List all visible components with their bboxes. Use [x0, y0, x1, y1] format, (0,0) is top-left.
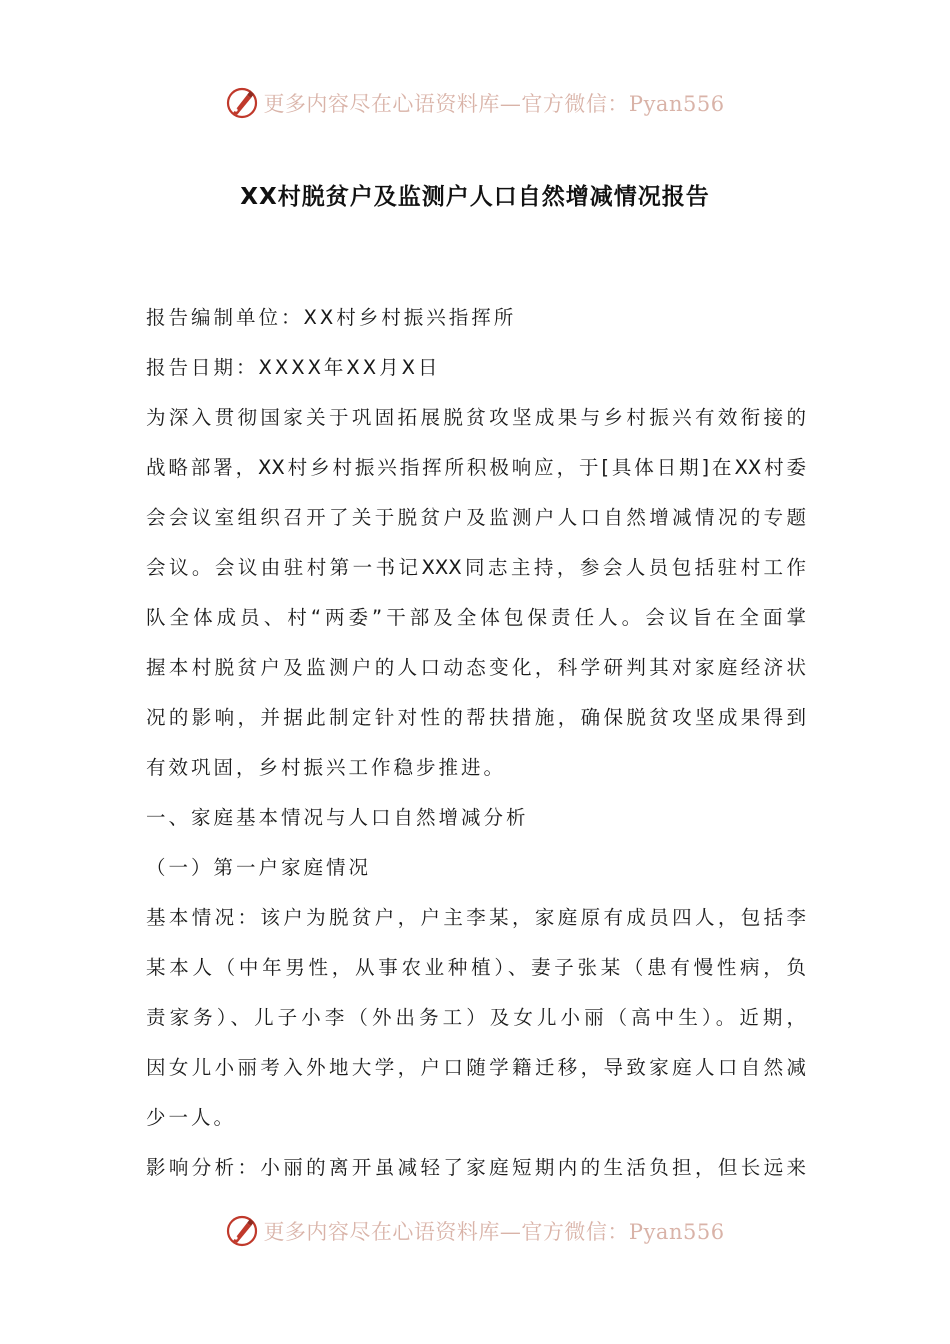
paragraph-line: 为深入贯彻国家关于巩固拓展脱贫攻坚成果与乡村振兴有效衔接的: [146, 406, 806, 429]
watermark-text: 更多内容尽在心语资料库—官方微信：Pyan556: [263, 1220, 725, 1244]
watermark-text: 更多内容尽在心语资料库—官方微信：Pyan556: [263, 92, 725, 116]
meta-unit-line: 报告编制单位：XX村乡村振兴指挥所: [146, 306, 517, 329]
pen-nib-logo-icon: [225, 86, 259, 120]
paragraph-line: 少一人。: [146, 1106, 237, 1129]
paragraph-line: 某本人（中年男性，从事农业种植）、妻子张某（患有慢性病，负: [146, 956, 806, 979]
paragraph-line: 因女儿小丽考入外地大学，户口随学籍迁移，导致家庭人口自然减: [146, 1056, 806, 1079]
pen-nib-logo-icon: [225, 1214, 259, 1248]
section-heading: 一、家庭基本情况与人口自然增减分析: [146, 806, 529, 829]
document-title: XX村脱贫户及监测户人口自然增减情况报告: [240, 184, 710, 210]
watermark-footer: [0, 1211, 950, 1251]
paragraph-line: 队全体成员、村“两委”干部及全体包保责任人。会议旨在全面掌: [146, 606, 806, 629]
paragraph-line: 基本情况：该户为脱贫户，户主李某，家庭原有成员四人，包括李: [146, 906, 806, 929]
paragraph-line: 有效巩固，乡村振兴工作稳步推进。: [146, 756, 507, 779]
subsection-heading: （一）第一户家庭情况: [146, 856, 372, 879]
paragraph-line: 战略部署，XX村乡村振兴指挥所积极响应，于[具体日期]在XX村委: [146, 456, 806, 479]
paragraph-line: 握本村脱贫户及监测户的人口动态变化，科学研判其对家庭经济状: [146, 656, 806, 679]
paragraph-line: 责家务）、儿子小李（外出务工）及女儿小丽（高中生）。近期，: [146, 1006, 806, 1029]
watermark-header: [0, 83, 950, 123]
paragraph-line: 况的影响，并据此制定针对性的帮扶措施，确保脱贫攻坚成果得到: [146, 706, 806, 729]
paragraph-line: 影响分析：小丽的离开虽减轻了家庭短期内的生活负担，但长远来: [146, 1156, 806, 1179]
document-body: [146, 296, 806, 1196]
meta-date-line: 报告日期：XXXX年XX月X日: [146, 356, 441, 379]
paragraph-line: 会会议室组织召开了关于脱贫户及监测户人口自然增减情况的专题: [146, 506, 806, 529]
paragraph-line: 会议。会议由驻村第一书记XXX同志主持，参会人员包括驻村工作: [146, 556, 806, 579]
